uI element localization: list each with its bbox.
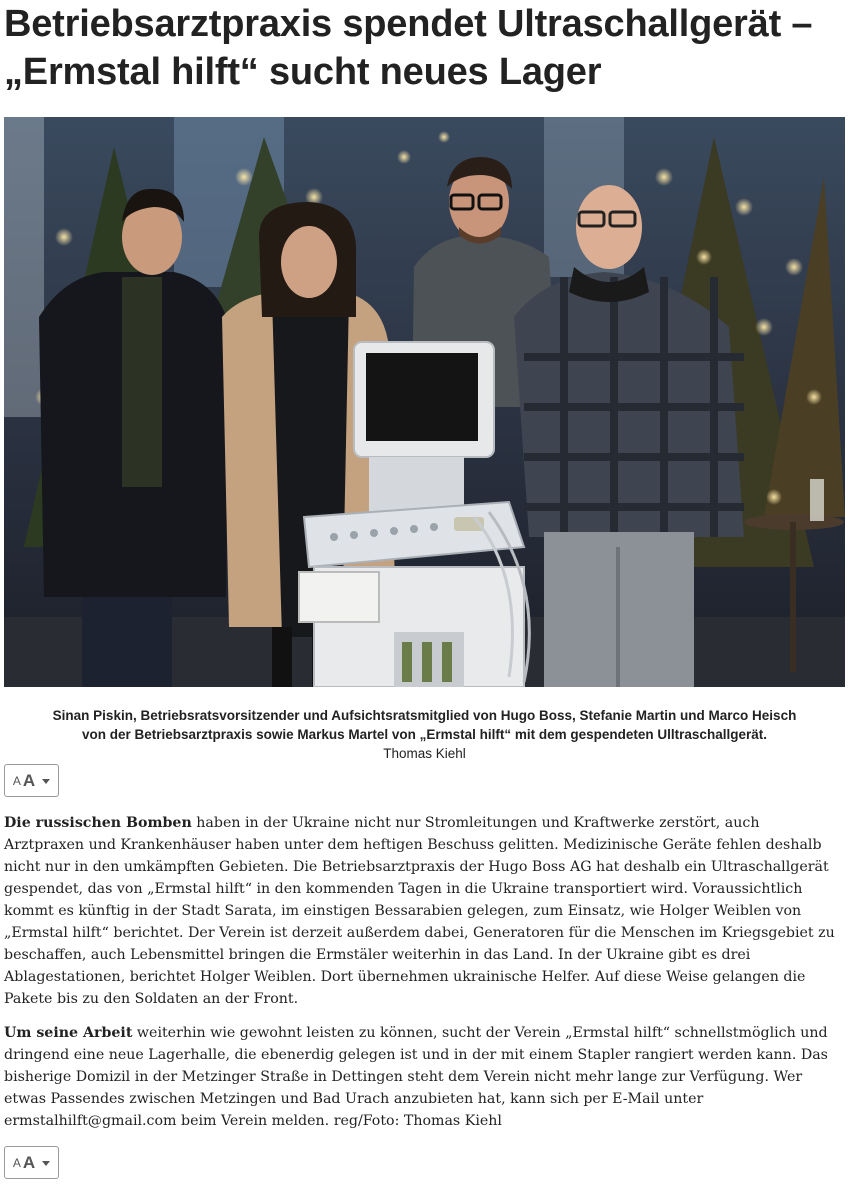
caption-text: Sinan Piskin, Betriebsratsvorsitzender und Aufsichtsratsmitglied von Hugo Boss, Stefanie Martin und Marco Heisch von der Betriebsarztpraxis sowie Markus Martel von „Ermstal hilft“ mit dem gespendeten Ulltraschallgerät.	[52, 708, 797, 742]
paragraph-text: weiterhin wie gewohnt leisten zu können, sucht der Verein „Ermstal hilft“ schnellstmöglich und dringend eine neue Lagerhalle, die ebenerdig gelegen ist und in der mit einem Stapler rangiert werden kann. Das bisherige Domizil in der Metzinger Straße in Dettingen steht dem Verein nicht mehr lange zur Verfügung. Wer etwas Passendes zwischen Metzingen und Bad Urach anzubieten hat, kann sich per E-Mail unter ermstalhilft@gmail.com beim Verein melden. reg/Foto: Thomas Kiehl	[4, 1025, 828, 1129]
paragraph-text: haben in der Ukraine nicht nur Stromleitungen und Kraftwerke zerstört, auch Arztpraxen und Krankenhäuser haben unter dem heftigen Beschuss gelitten. Medizinische Geräte fehlen deshalb nicht nur in den umkämpften Gebieten. Die Betriebsarztpraxis der Hugo Boss AG hat deshalb ein Ultraschallgerät gespendet, das von „Ermstal hilft“ in den kommenden Tagen in die Ukraine transportiert wird. Voraussichtlich kommt es künftig in der Stadt Sarata, im einstigen Bessarabien gelegen, zum Einsatz, wie Holger Weiblen von „Ermstal hilft“ berichtet. Der Verein ist derzeit außerdem dabei, Generatoren für die Menschen im Kriegsgebiet zu beschaffen, auch Lebensmittel bringen die Ermstäler weiterhin in das Land. In der Ukraine gibt es drei Ablagestationen, berichtet Holger Weiblen. Dort übernehmen ukrainische Helfer. Auf diese Weise gelangen die Pakete bis zu den Soldaten an der Front.	[4, 815, 835, 1007]
paragraph-lead: Um seine Arbeit	[4, 1025, 133, 1041]
article-body	[4, 812, 844, 1144]
font-size-large-label: A	[22, 770, 36, 790]
chevron-down-icon	[42, 779, 50, 784]
photo-credit: Thomas Kiehl	[383, 746, 466, 761]
photo-caption	[4, 706, 845, 763]
article-headline: Betriebsarztpraxis spendet Ultraschallgerät – „Ermstal hilft“ sucht neues Lager	[4, 3, 813, 93]
font-size-small-label: A	[12, 1155, 21, 1170]
photo-illustration	[4, 117, 845, 687]
article-photo	[4, 117, 845, 687]
article-paragraph	[4, 1022, 844, 1132]
paragraph-lead: Die russischen Bomben	[4, 815, 192, 831]
article-paragraph	[4, 812, 844, 1010]
font-size-large-label: A	[22, 1152, 36, 1172]
chevron-down-icon	[42, 1161, 50, 1166]
font-size-button[interactable]	[4, 764, 59, 797]
font-size-button-bottom[interactable]	[4, 1146, 59, 1179]
font-size-small-label: A	[12, 773, 21, 788]
